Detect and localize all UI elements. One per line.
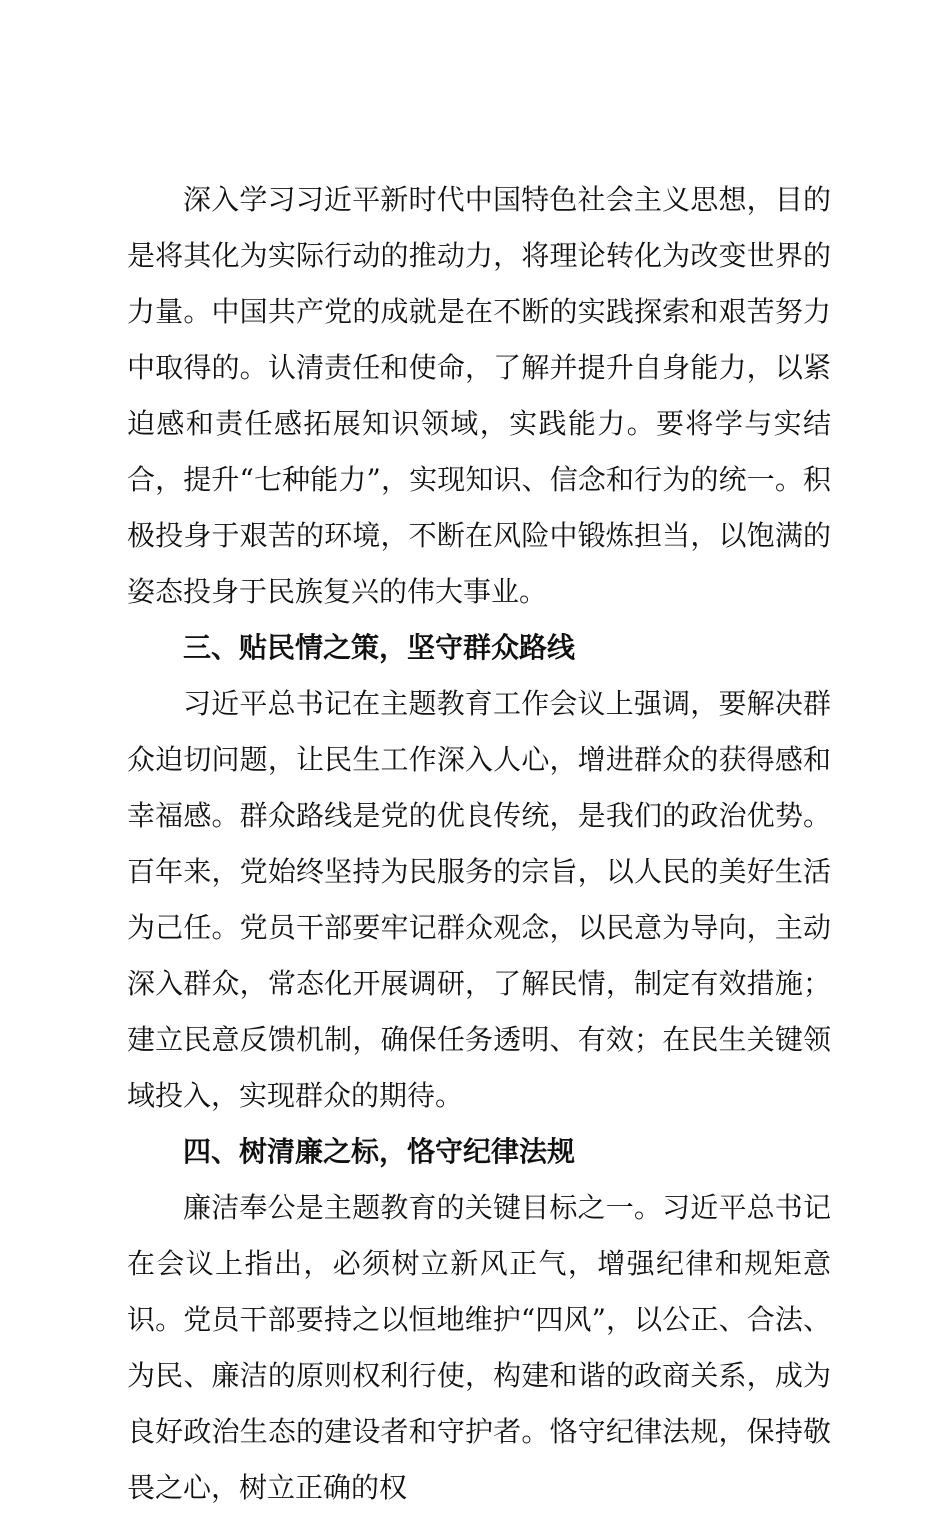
document-body	[127, 172, 831, 1516]
section-heading: 四、树清廉之标，恪守纪律法规	[183, 1135, 576, 1168]
body-paragraph: 习近平总书记在主题教育工作会议上强调，要解决群众迫切问题，让民生工作深入人心，增进群众的获得感和幸福感。群众路线是党的优良传统，是我们的政治优势。百年来，党始终坚持为民服务的宗旨，以人民的美好生活为己任。党员干部要牢记群众观念，以民意为导向，主动深入群众，常态化开展调研，了解民情，制定有效措施；建立民意反馈机制，确保任务透明、有效；在民生关键领域投入，实现群众的期待。	[127, 687, 831, 1112]
section-heading: 三、贴民情之策，坚守群众路线	[183, 631, 576, 664]
body-paragraph: 深入学习习近平新时代中国特色社会主义思想，目的是将其化为实际行动的推动力，将理论转化为改变世界的力量。中国共产党的成就是在不断的实践探索和艰苦努力中取得的。认清责任和使命，了解并提升自身能力，以紧迫感和责任感拓展知识领域，实践能力。要将学与实结合，提升“七种能力”，实现知识、信念和行为的统一。积极投身于艰苦的环境，不断在风险中锻炼担当，以饱满的姿态投身于民族复兴的伟大事业。	[127, 183, 831, 608]
body-paragraph: 廉洁奉公是主题教育的关键目标之一。习近平总书记在会议上指出，必须树立新风正气，增强纪律和规矩意识。党员干部要持之以恒地维护“四风”，以公正、合法、为民、廉洁的原则权利行使，构建和谐的政商关系，成为良好政治生态的建设者和守护者。恪守纪律法规，保持敬畏之心，树立正确的权	[127, 1191, 831, 1504]
